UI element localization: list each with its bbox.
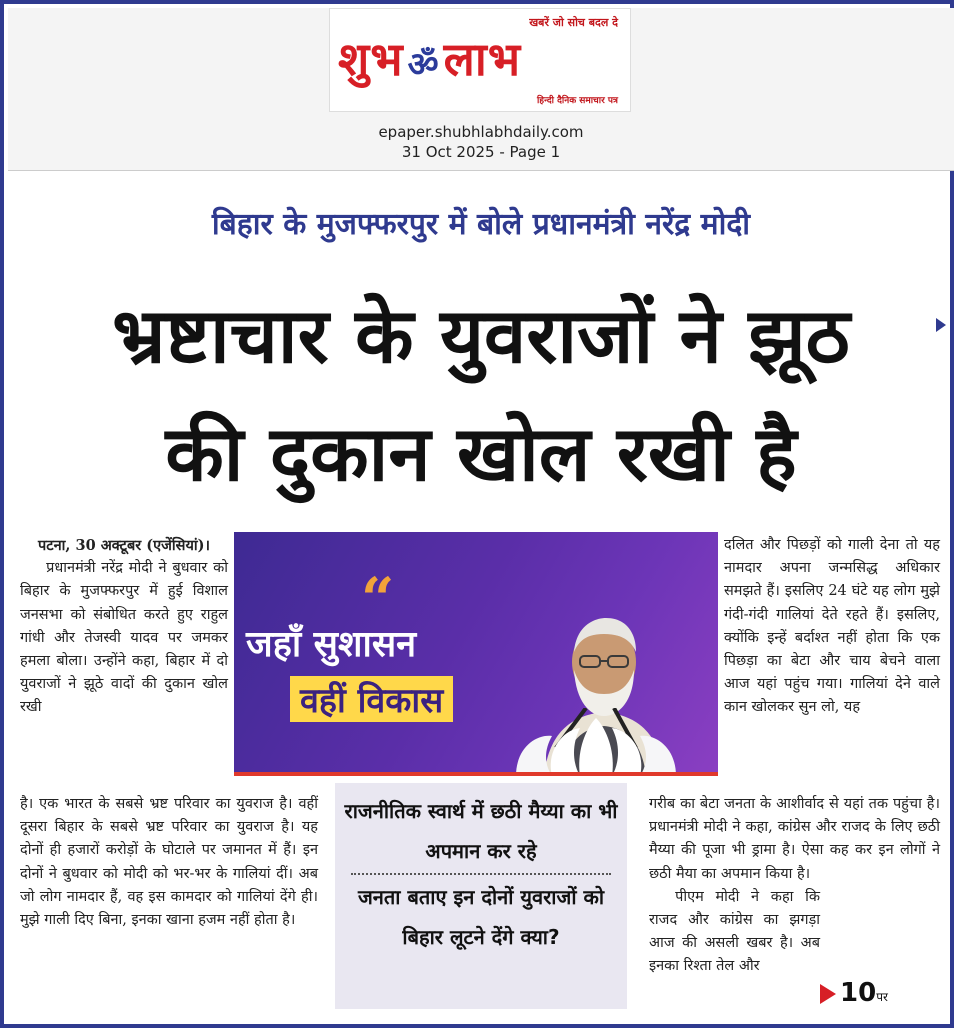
article-paragraph: दलित और पिछड़ों को गाली देना तो यह नामदार अपना जन्मसिद्ध अधिकार समझते हैं। इसलिए 24 घंटे यह लोग मुझे गंदी-गंदी गालियां देते रहते हैं। इसलिए, क्योंकि इन्हें बर्दाश्त नहीं होता कि एक पिछड़ा का बेटा और चाय बेचने वाला आज यहां पहुंच गया। गालियां देने वाले कान खोलकर सुन लो, यह [724,537,940,716]
ganesh-icon: ॐ [407,44,440,85]
headline-line-1: भ्रष्टाचार के युवराजों ने झूठ [112,291,850,380]
epaper-url[interactable]: epaper.shubhlabhdaily.com [378,123,584,141]
continued-suffix: पर [876,990,888,1004]
newspaper-logo[interactable] [329,8,631,112]
continued-on-page-link[interactable] [820,978,888,1008]
article-kicker: बिहार के मुजफ्फरपुर में बोले प्रधानमंत्री नरेंद्र मोदी [211,207,751,242]
photo-slogan-line-2: वहीं विकास [290,676,453,722]
logo-tagline: खबरें जो सोच बदल दे [529,16,618,29]
play-arrow-icon [820,984,836,1004]
edition-date-page: 31 Oct 2025 - Page 1 [401,143,561,161]
lotus-podium-image [496,708,696,776]
article-paragraph: है। एक भारत के सबसे भ्रष्ट परिवार का युवराज है। वहीं दूसरा बिहार के सबसे भ्रष्ट परिवार का युवराज है। यह दोनों ही हजारों करोड़ों के घोटाले पर जमानत में हैं। इन दोनों ने बुधवार को मोदी को भर-भर के गालियां दीं। अब जो लोग नामदार हैं, वह इस कामदार को गालियां देंगे ही। मुझे गाली दिए बिना, इनका खाना हजम नहीं होता है। [20,796,318,929]
article-column-right-bottom [649,793,940,979]
article-dateline: पटना, 30 अक्टूबर (एजेंसियां)। [38,537,210,554]
logo-wordmark [338,27,521,89]
pull-quote-box [335,783,627,1009]
next-page-arrow-icon[interactable] [936,318,946,332]
article-column-left-bottom [20,793,318,932]
quote-mark: “ [361,565,395,633]
pull-quote-divider [351,873,611,875]
continued-page-number: 10 [840,978,877,1008]
pull-quote-2: जनता बताए इन दोनों युवराजों को बिहार लूटने देंगे क्या? [357,885,605,949]
logo-name-left: शुभ [338,32,404,86]
article-photo [234,532,718,776]
photo-slogan-line-1: जहाँ सुशासन [246,624,417,665]
article-column-right-top [724,534,940,720]
article-column-left-top [20,534,228,720]
logo-subtitle: हिन्दी दैनिक समाचार पत्र [536,96,618,106]
article-paragraph: पीएम मोदी ने कहा कि राजद और कांग्रेस का झगड़ा आज की असली खबर है। अब इनका रिश्ता तेल और [649,888,820,975]
photo-stage-strip [234,772,718,776]
logo-name-right: लाभ [443,32,522,86]
article-paragraph: गरीब का बेटा जनता के आशीर्वाद से यहां तक पहुंचा है। प्रधानमंत्री मोदी ने कहा, कांग्रेस और राजद के लिए छठी मैय्या की पूजा भी ड्रामा है। ऐसा कह कर इन लोगों ने छठी मैया का अपमान किया है। [649,796,940,882]
article-paragraph: प्रधानमंत्री नरेंद्र मोदी ने बुधवार को बिहार के मुजफ्फरपुर में हुई विशाल जनसभा को संबोधित करते हुए राहुल गांधी और तेजस्वी यादव पर जमकर हमला बोला। उन्होंने कहा, बिहार में दो युवराजों ने झूठे वादों की दुकान खोल रखी [20,560,228,716]
headline-line-2: की दुकान खोल रखी है [165,409,797,498]
pull-quote-1: राजनीतिक स्वार्थ में छठी मैय्या का भी अपमान कर रहे [344,799,618,863]
